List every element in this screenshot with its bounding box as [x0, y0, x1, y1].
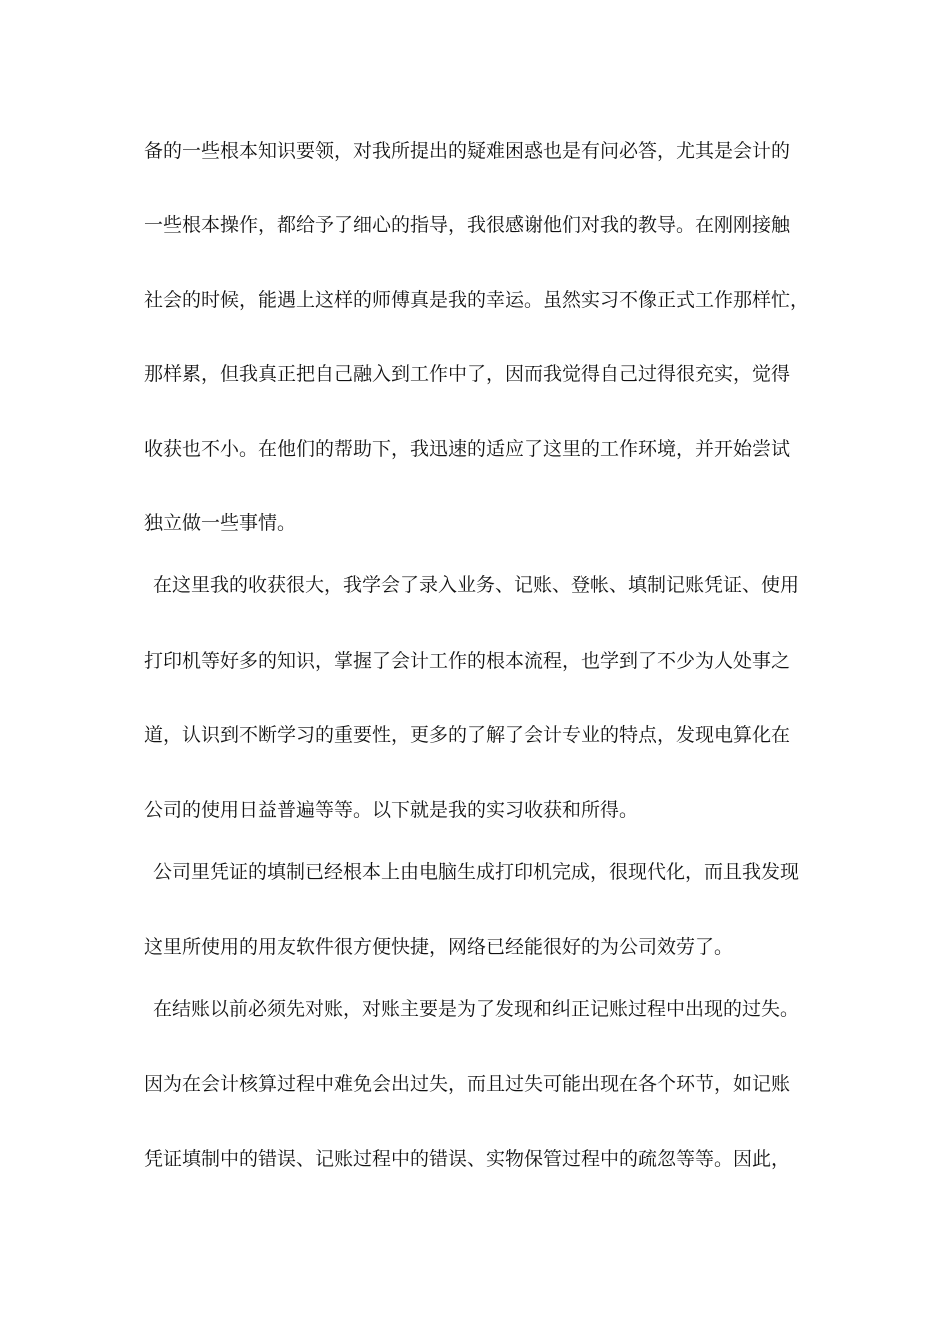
- text-line: 收获也不小。在他们的帮助下，我迅速的适应了这里的工作环境，并开始尝试: [144, 438, 791, 460]
- text-line: 公司的使用日益普遍等等。以下就是我的实习收获和所得。: [144, 799, 639, 821]
- text-line: 备的一些根本知识要领，对我所提出的疑难困惑也是有问必答，尤其是会计的: [144, 140, 791, 162]
- paragraph-start-line: 在这里我的收获很大，我学会了录入业务、记账、登帐、填制记账凭证、使用: [153, 574, 800, 596]
- paragraph-start-line: 公司里凭证的填制已经根本上由电脑生成打印机完成，很现代化，而且我发现: [153, 861, 800, 883]
- text-line: 一些根本操作，都给予了细心的指导，我很感谢他们对我的教导。在刚刚接触: [144, 214, 791, 236]
- text-line: 因为在会计核算过程中难免会出过失，而且过失可能出现在各个环节，如记账: [144, 1073, 791, 1095]
- paragraph-start-line: 在结账以前必须先对账，对账主要是为了发现和纠正记账过程中出现的过失。: [153, 998, 800, 1020]
- text-line: 这里所使用的用友软件很方便快捷，网络已经能很好的为公司效劳了。: [144, 936, 734, 958]
- text-line: 凭证填制中的错误、记账过程中的错误、实物保管过程中的疏忽等等。因此，: [144, 1148, 791, 1170]
- text-line: 独立做一些事情。: [144, 512, 297, 534]
- text-line: 那样累，但我真正把自己融入到工作中了，因而我觉得自己过得很充实，觉得: [144, 363, 791, 385]
- text-line: 道，认识到不断学习的重要性，更多的了解了会计专业的特点，发现电算化在: [144, 724, 791, 746]
- text-line: 社会的时候，能遇上这样的师傅真是我的幸运。虽然实习不像正式工作那样忙，: [144, 289, 810, 311]
- text-line: 打印机等好多的知识，掌握了会计工作的根本流程，也学到了不少为人处事之: [144, 650, 791, 672]
